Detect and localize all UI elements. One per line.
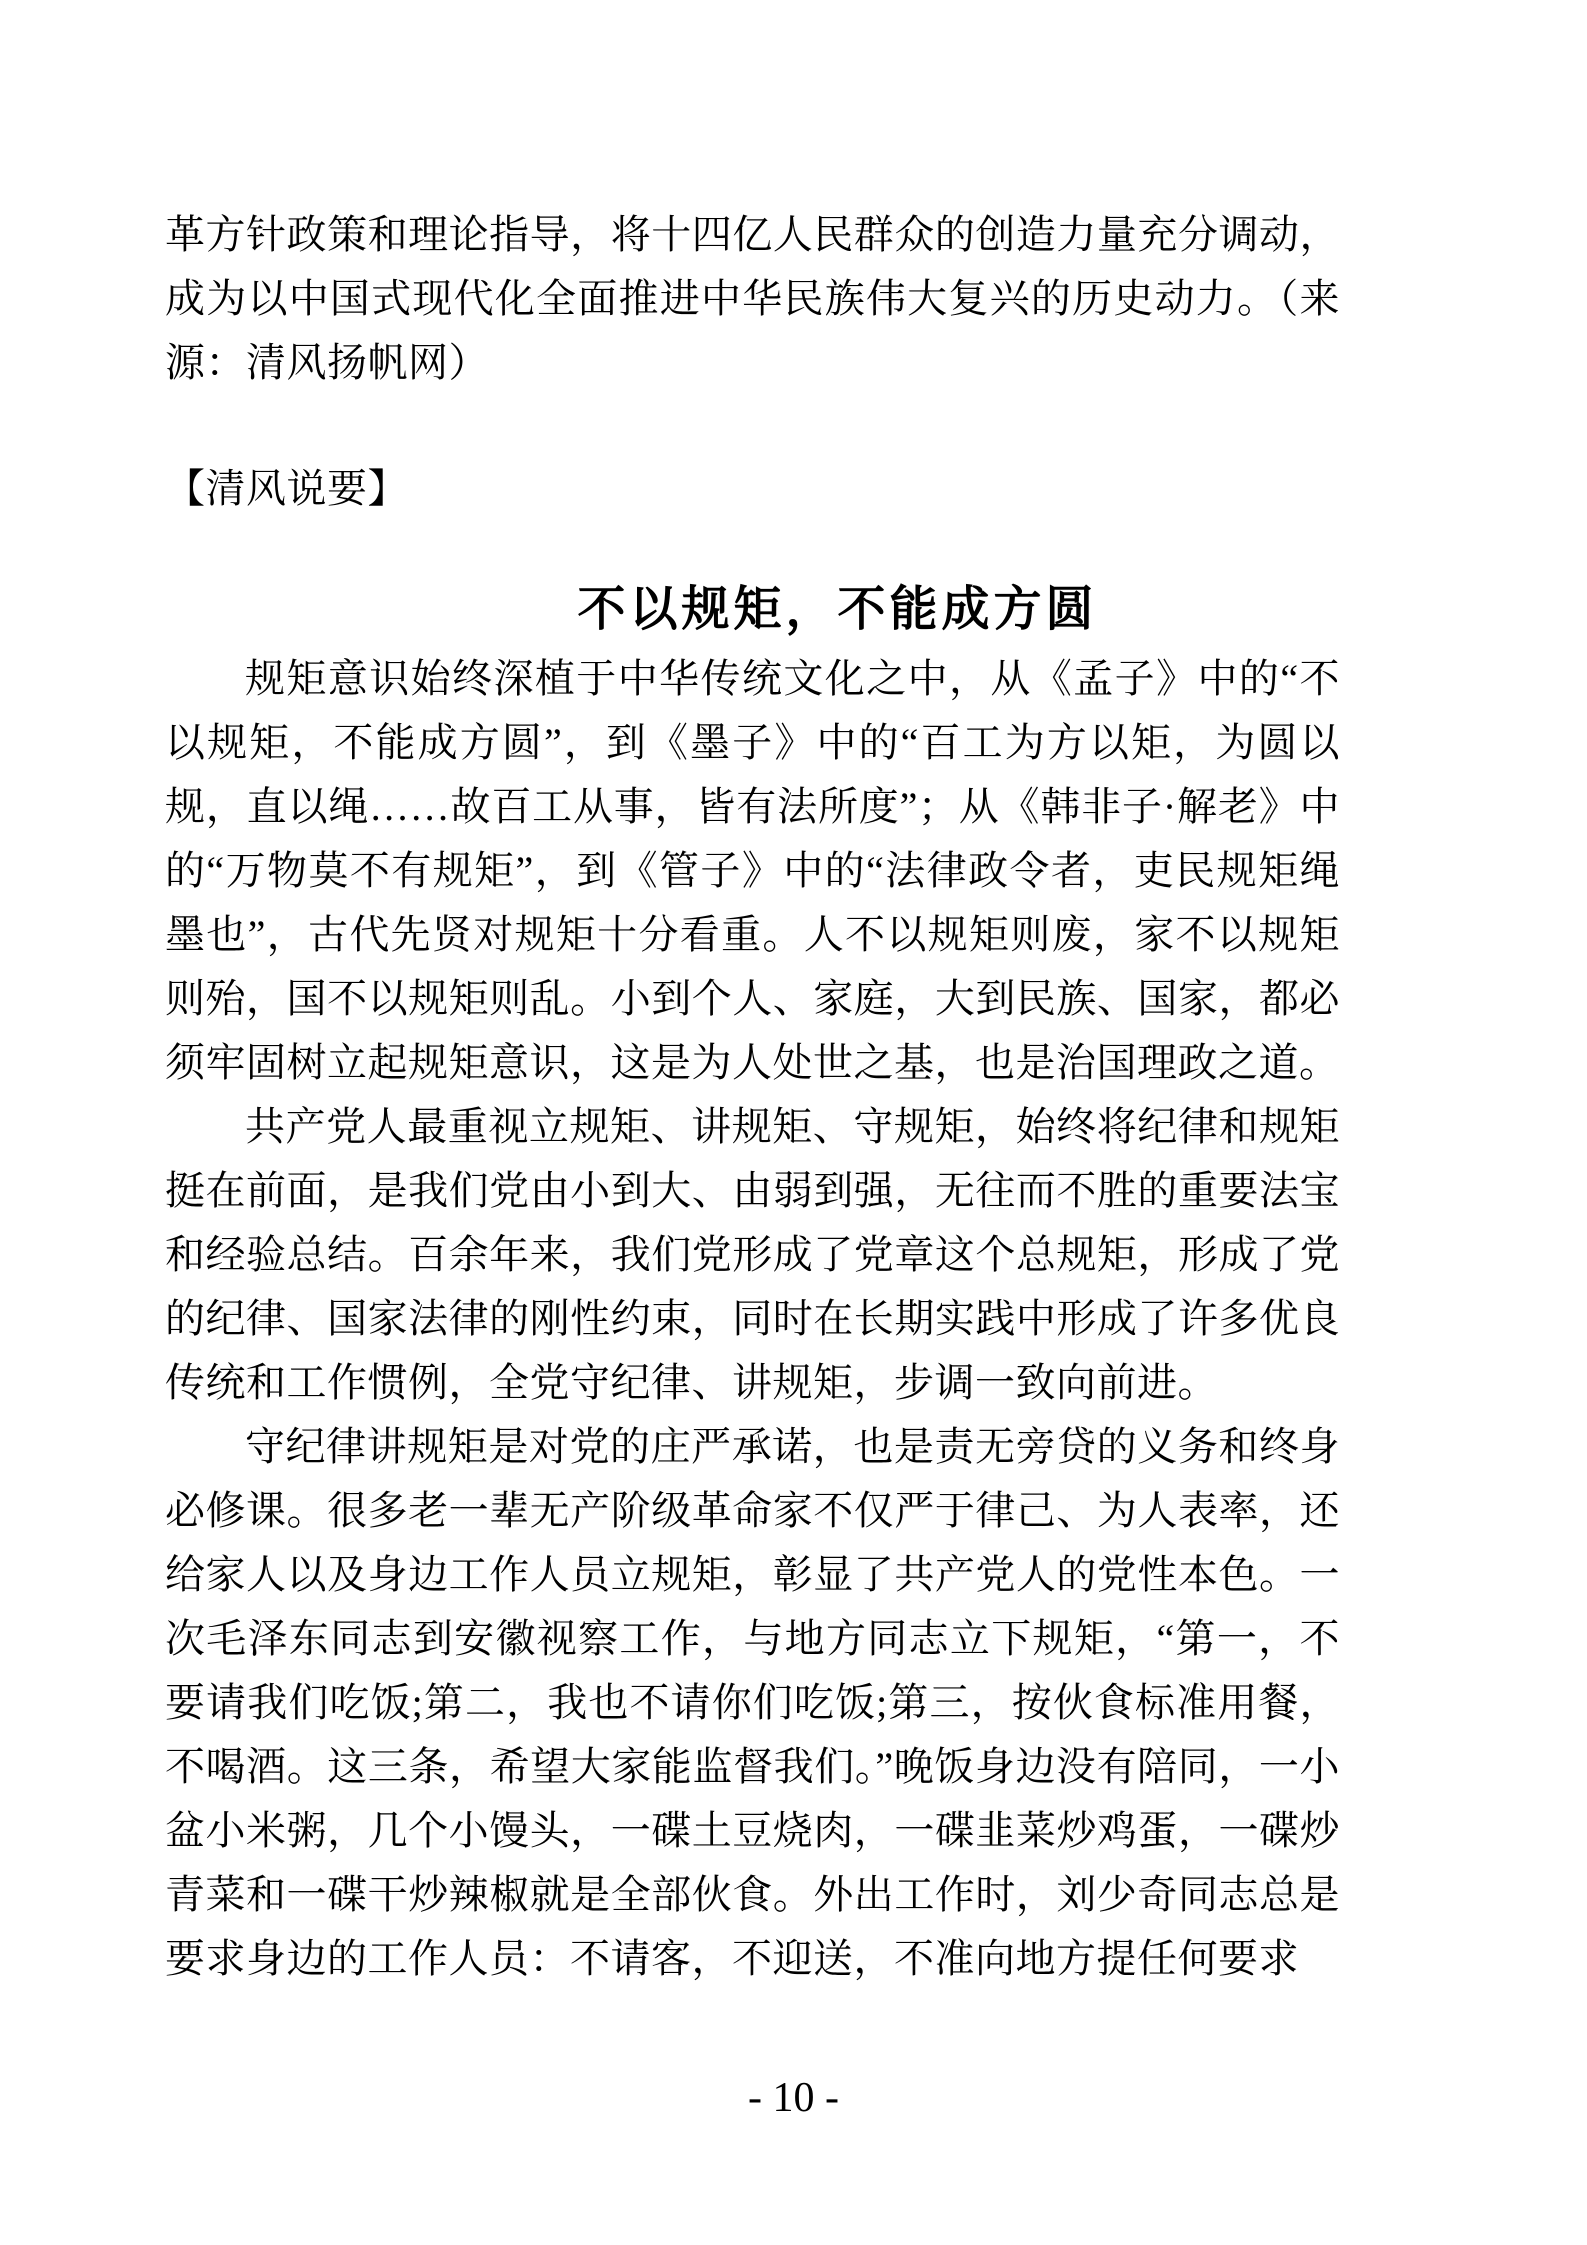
page-number: - 10 - [748,2075,839,2121]
body-paragraph: 规矩意识始终深植于中华传统文化之中，从《孟子》中的“不以规矩，不能成方圆”，到《墨子》中的“百工为方以矩，为圆以规，直以绳……故百工从事，皆有法所度”；从《韩非子·解老》中的“万物莫不有规矩”，到《管子》中的“法律政令者，吏民规矩绳墨也”，古代先贤对规矩十分看重。人不以规矩则废，家不以规矩则殆，国不以规矩则乱。小到个人、家庭，大到民族、国家，都必须牢固树立起规矩意识，这是为人处世之基，也是治国理政之道。 [165,656,1340,1085]
article-title: 不以规矩，不能成方圆 [577,583,1098,636]
page-content [165,203,1340,1991]
continuation-paragraph: 革方针政策和理论指导，将十四亿人民群众的创造力量充分调动，成为以中国式现代化全面推进中华民族伟大复兴的历史动力。（来源：清风扬帆网） [165,212,1340,385]
body-paragraph: 共产党人最重视立规矩、讲规矩、守规矩，始终将纪律和规矩挺在前面，是我们党由小到大、由弱到强，无往而不胜的重要法宝和经验总结。百余年来，我们党形成了党章这个总规矩，形成了党的纪律、国家法律的刚性约束，同时在长期实践中形成了许多优良传统和工作惯例，全党守纪律、讲规矩，步调一致向前进。 [165,1104,1340,1405]
body-paragraph: 守纪律讲规矩是对党的庄严承诺，也是责无旁贷的义务和终身必修课。很多老一辈无产阶级革命家不仅严于律己、为人表率，还给家人以及身边工作人员立规矩，彰显了共产党人的党性本色。一次毛泽东同志到安徽视察工作，与地方同志立下规矩，“第一，不要请我们吃饭;第二，我也不请你们吃饭;第三，按伙食标准用餐，不喝酒。这三条，希望大家能监督我们。”晚饭身边没有陪同，一小盆小米粥，几个小馒头，一碟土豆烧肉，一碟韭菜炒鸡蛋，一碟炒青菜和一碟干炒辣椒就是全部伙食。外出工作时，刘少奇同志总是要求身边的工作人员：不请客，不迎送，不准向地方提任何要求 [165,1424,1340,1981]
section-header: 【清风说要】 [165,466,408,511]
